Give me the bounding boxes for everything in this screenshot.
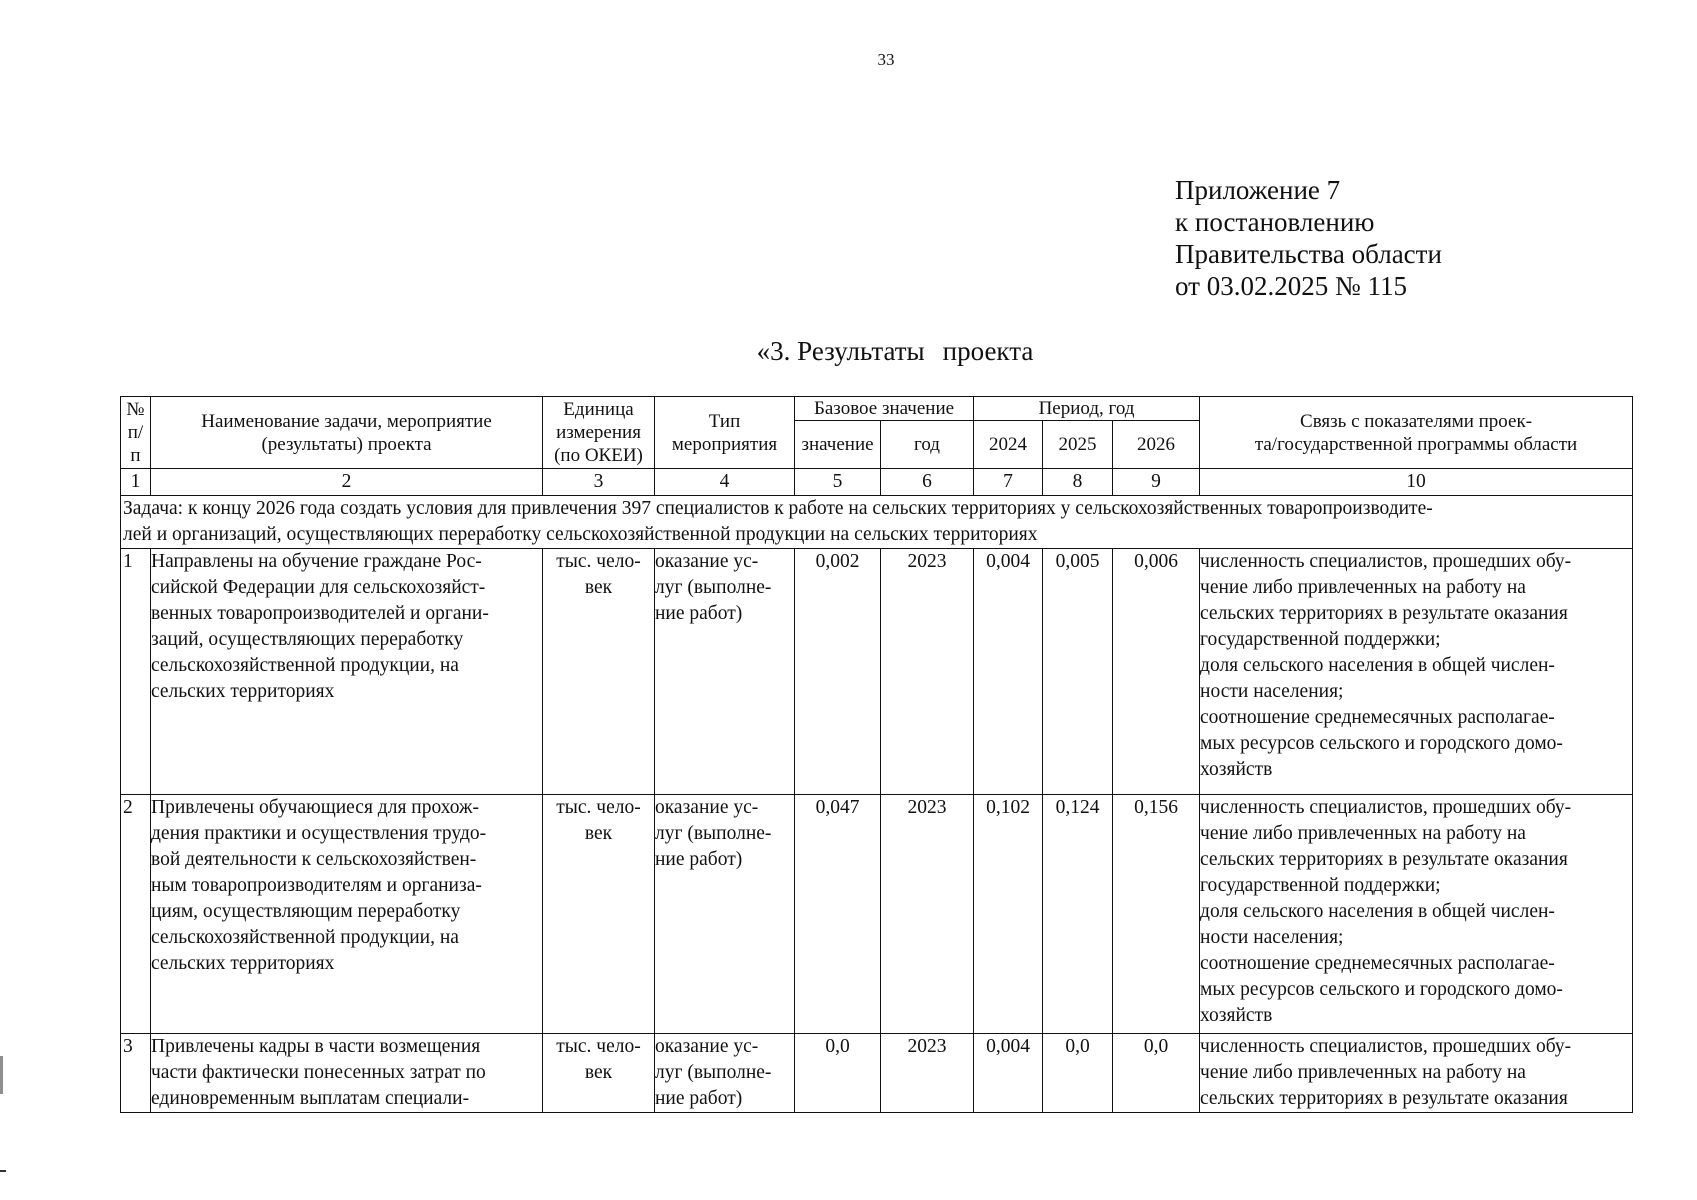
row-type-line: луг (выполне- [655, 823, 772, 844]
title-part-2: проекта [942, 336, 1034, 366]
column-number: 3 [543, 469, 655, 496]
appendix-line-3: Правительства области [1175, 239, 1442, 269]
row-unit [543, 1034, 655, 1113]
header-2026: 2026 [1113, 421, 1200, 469]
row-type [655, 549, 795, 795]
margin-mark [0, 1170, 6, 1172]
row-name-line: ным товаропроизводителям и организа- [151, 875, 482, 896]
results-table [120, 396, 1633, 1113]
task-description [121, 496, 1633, 549]
row-type-line: ние работ) [655, 1088, 743, 1109]
appendix-header [1175, 174, 1442, 302]
row-link-line: соотношение среднемесячных располагае- [1200, 707, 1555, 728]
header-num-line-2: п/п [127, 422, 144, 466]
header-link-line-1: Связь с показателями проек- [1300, 410, 1533, 432]
header-unit-line-2: измерения [556, 422, 641, 443]
row-base-value: 0,0 [795, 1034, 881, 1113]
row-unit-line: тыс. чело- [556, 1036, 641, 1057]
header-2024: 2024 [974, 421, 1043, 469]
row-name-line: единовременным выплатам специали- [151, 1088, 470, 1109]
row-name-line: сельскохозяйственной продукции, на [151, 927, 459, 948]
row-2025: 0,124 [1043, 795, 1113, 1034]
header-num-line-1: № [126, 399, 145, 420]
row-2024: 0,004 [974, 1034, 1043, 1113]
row-type [655, 1034, 795, 1113]
row-base-year: 2023 [881, 1034, 974, 1113]
header-num [121, 397, 151, 469]
row-unit-line: тыс. чело- [556, 551, 641, 572]
row-2026: 0,0 [1113, 1034, 1200, 1113]
header-type-line-2: мероприятия [671, 433, 778, 455]
row-name-line: заций, осуществляющих переработку [151, 629, 464, 650]
row-base-year: 2023 [881, 549, 974, 795]
row-link-line: ности населения; [1200, 927, 1344, 948]
row-unit-line: век [584, 577, 613, 598]
header-name-line-2: (результаты) проекта [261, 433, 432, 455]
row-link-line: ности населения; [1200, 681, 1344, 702]
row-link-line: численность специалистов, прошедших обу- [1200, 551, 1572, 572]
header-2025: 2025 [1043, 421, 1113, 469]
row-unit-line: тыс. чело- [556, 797, 641, 818]
row-link-line: доля сельского населения в общей числен- [1200, 655, 1555, 676]
row-name-line: циям, осуществляющим переработку [151, 901, 461, 922]
row-name-line: вой деятельности к сельскохозяйствен- [151, 849, 477, 870]
row-type-line: ние работ) [655, 849, 743, 870]
column-number: 4 [655, 469, 795, 496]
row-link-line: государственной поддержки; [1200, 629, 1441, 650]
row-name-line: сийской Федерации для сельскохозяйст- [151, 577, 486, 598]
row-2024: 0,004 [974, 549, 1043, 795]
column-number: 8 [1043, 469, 1113, 496]
table-row [121, 1034, 1633, 1113]
row-link-line: численность специалистов, прошедших обу- [1200, 1036, 1572, 1057]
row-type-line: оказание ус- [655, 797, 759, 818]
row-base-year: 2023 [881, 795, 974, 1034]
row-2024: 0,102 [974, 795, 1043, 1034]
row-name-line: сельскохозяйственной продукции, на [151, 655, 459, 676]
appendix-line-4: от 03.02.2025 № 115 [1175, 271, 1407, 301]
row-base-value: 0,002 [795, 549, 881, 795]
row-name [151, 1034, 543, 1113]
row-link-line: доля сельского населения в общей числен- [1200, 901, 1555, 922]
column-number: 10 [1200, 469, 1633, 496]
column-number: 1 [121, 469, 151, 496]
row-link-line: численность специалистов, прошедших обу- [1200, 797, 1572, 818]
row-unit [543, 549, 655, 795]
header-link [1200, 397, 1633, 469]
margin-mark [0, 1056, 3, 1094]
row-unit-line: век [584, 1062, 613, 1083]
header-name-line-1: Наименование задачи, мероприятие [201, 410, 492, 432]
row-base-value: 0,047 [795, 795, 881, 1034]
row-link-line: сельских территориях в результате оказания [1200, 1088, 1568, 1109]
row-link-line: мых ресурсов сельского и городского домо- [1200, 979, 1563, 1000]
row-unit [543, 795, 655, 1034]
row-link-line: мых ресурсов сельского и городского домо- [1200, 733, 1563, 754]
row-name-line: сельских территориях [151, 681, 335, 702]
header-type [655, 397, 795, 469]
row-link-line: соотношение среднемесячных располагае- [1200, 953, 1555, 974]
column-numbers-row [121, 469, 1633, 496]
row-link-line: государственной поддержки; [1200, 875, 1441, 896]
row-name-line: Привлечены кадры в части возмещения [151, 1036, 481, 1057]
header-unit [543, 397, 655, 469]
row-link [1200, 795, 1633, 1034]
column-number: 5 [795, 469, 881, 496]
task-line-1: Задача: к концу 2026 года создать условия для привлечения 397 специалистов к работе на сельских территориях у сельскохозяйственных товаропроизводите- [123, 498, 1433, 519]
row-2026: 0,156 [1113, 795, 1200, 1034]
row-link [1200, 1034, 1633, 1113]
row-link-line: хозяйств [1200, 759, 1273, 780]
row-2025: 0,0 [1043, 1034, 1113, 1113]
page-number: 33 [877, 50, 895, 69]
column-number: 6 [881, 469, 974, 496]
row-name-line: Привлечены обучающиеся для прохож- [151, 797, 479, 818]
row-2025: 0,005 [1043, 549, 1113, 795]
header-base-value: значение [795, 421, 881, 469]
task-line-2: лей и организаций, осуществляющих переработку сельскохозяйственной продукции на сельских территориях [123, 524, 1038, 545]
column-number: 9 [1113, 469, 1200, 496]
header-unit-line-3: (по ОКЕИ) [554, 445, 643, 466]
row-name-line: дения практики и осуществления трудо- [151, 823, 487, 844]
row-type-line: оказание ус- [655, 551, 759, 572]
header-link-line-2: та/государственной программы области [1254, 433, 1578, 455]
row-link-line: чение либо привлеченных на работу на [1200, 577, 1526, 598]
header-unit-line-1: Единица [563, 399, 634, 420]
header-base-year: год [881, 421, 974, 469]
row-2026: 0,006 [1113, 549, 1200, 795]
task-row [121, 496, 1633, 549]
row-unit-line: век [584, 823, 613, 844]
column-number: 2 [151, 469, 543, 496]
row-name [151, 795, 543, 1034]
column-number: 7 [974, 469, 1043, 496]
appendix-line-2: к постановлению [1175, 207, 1375, 237]
row-link-line: сельских территориях в результате оказания [1200, 849, 1568, 870]
row-type-line: луг (выполне- [655, 577, 772, 598]
row-name-line: сельских территориях [151, 953, 335, 974]
row-number: 2 [121, 795, 151, 1034]
row-type [655, 795, 795, 1034]
row-link-line: чение либо привлеченных на работу на [1200, 1062, 1526, 1083]
title-part-1: «3. Результаты [756, 336, 925, 366]
header-name [151, 397, 543, 469]
row-type-line: ние работ) [655, 603, 743, 624]
header-period: Период, год [974, 397, 1200, 421]
document-title [0, 336, 1697, 367]
row-link-line: сельских территориях в результате оказания [1200, 603, 1568, 624]
row-number: 3 [121, 1034, 151, 1113]
row-number: 1 [121, 549, 151, 795]
appendix-line-1: Приложение 7 [1175, 175, 1341, 205]
row-name-line: части фактически понесенных затрат по [151, 1062, 486, 1083]
table-row [121, 795, 1633, 1034]
row-name [151, 549, 543, 795]
header-base: Базовое значение [795, 397, 974, 421]
row-type-line: оказание ус- [655, 1036, 759, 1057]
row-link [1200, 549, 1633, 795]
table-row [121, 549, 1633, 795]
row-link-line: хозяйств [1200, 1005, 1273, 1026]
header-row-1 [121, 397, 1633, 421]
row-name-line: Направлены на обучение граждане Рос- [151, 551, 482, 572]
row-name-line: венных товаропроизводителей и органи- [151, 603, 489, 624]
row-link-line: чение либо привлеченных на работу на [1200, 823, 1526, 844]
header-type-line-1: Тип [708, 410, 741, 432]
row-type-line: луг (выполне- [655, 1062, 772, 1083]
